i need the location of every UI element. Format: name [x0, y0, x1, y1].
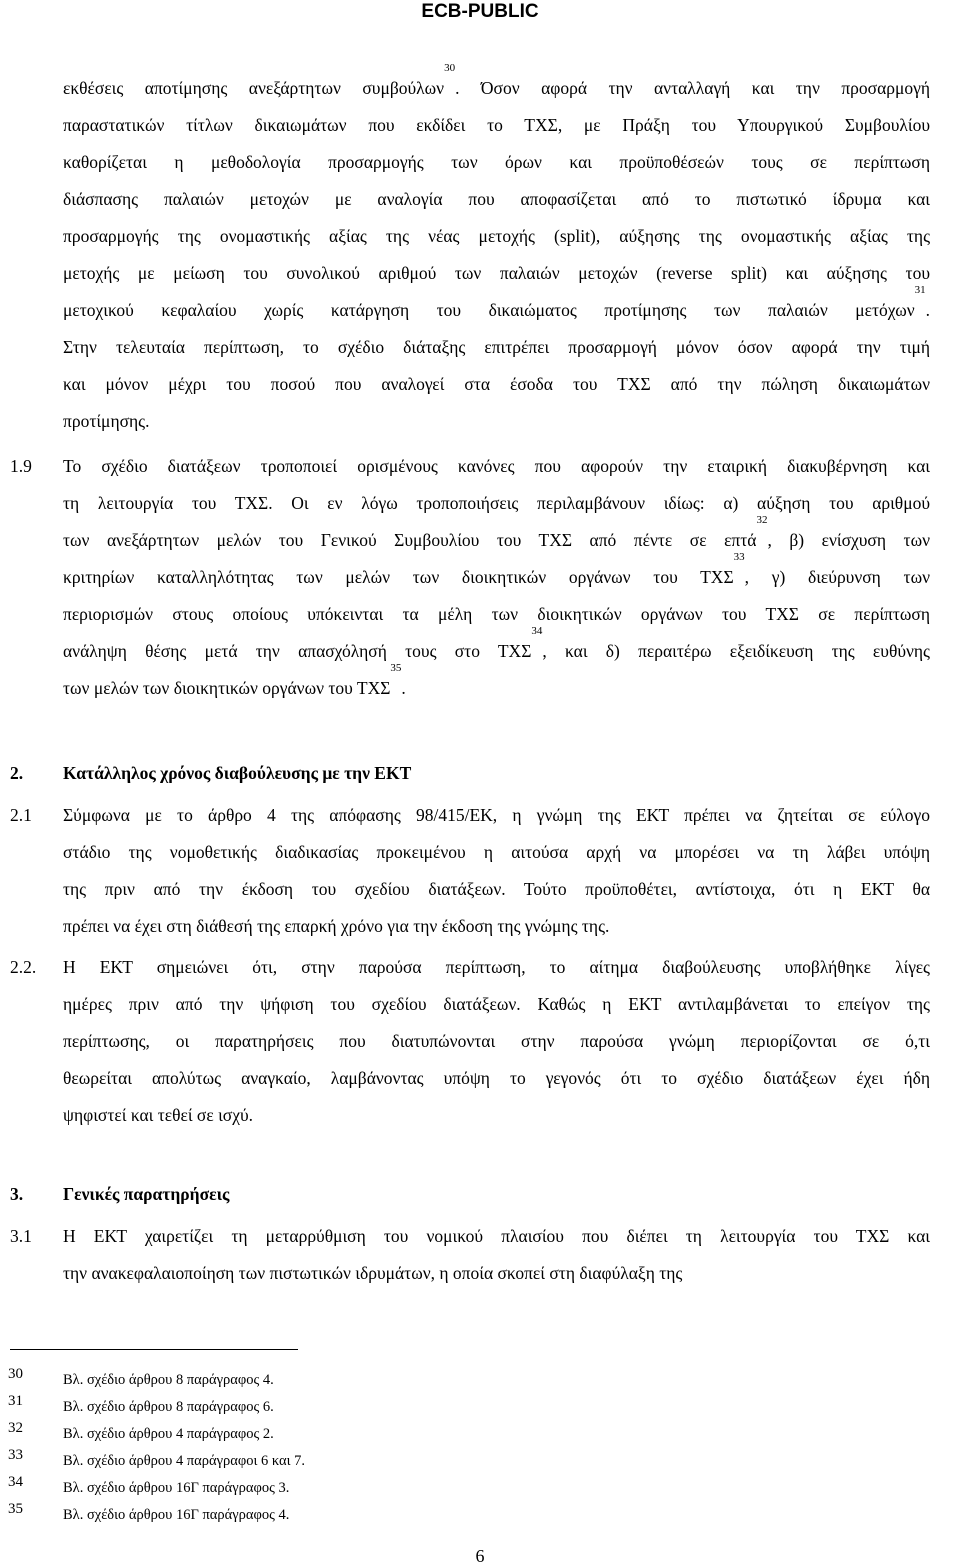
text-line: την ανακεφαλαιοποίηση των πιστωτικών ιδρυμάτων, η οποία σκοπεί στη διαφύλαξη της	[63, 1263, 683, 1283]
footnote-ref[interactable]: 30	[444, 62, 456, 74]
text-line: και μόνον μέχρι του ποσού που αναλογεί στα έσοδα του ΤΧΣ από την πώληση δικαιωμάτων	[63, 374, 930, 394]
footnote-text: Βλ. σχέδιο άρθρου 16Γ παράγραφος 4.	[63, 1507, 290, 1523]
text-line: προσαρμογής της ονομαστικής αξίας της νέας μετοχής (split), αύξησης της ονομαστικής αξίας της	[63, 226, 930, 246]
footnote-text: Βλ. σχέδιο άρθρου 4 παράγραφος 2.	[63, 1426, 274, 1442]
text-line: στάδιο της νομοθετικής διαδικασίας προκειμένου η αιτούσα αρχή να μπορέσει να τη λάβει υπόψη	[63, 842, 930, 862]
footnote-text: Βλ. σχέδιο άρθρου 4 παράγραφοι 6 και 7.	[63, 1453, 306, 1469]
footnote-text: Βλ. σχέδιο άρθρου 8 παράγραφος 6.	[63, 1399, 274, 1415]
section-3-title: Γενικές παρατηρήσεις	[63, 1184, 230, 1204]
text-line: τη λειτουργία του ΤΧΣ. Οι εν λόγω τροποποιήσεις περιλαμβάνουν ιδίως: α) αύξηση του αριθμού	[63, 493, 930, 513]
text-line: μετοχικού κεφαλαίου χωρίς κατάργηση του δικαιώματος προτίμησης των παλαιών μετόχων$^{31}$.	[63, 284, 930, 320]
text-line: των μελών των διοικητικών οργάνων του ΤΧΣ$^{35}$.	[63, 662, 406, 698]
paragraph-3-1	[63, 1218, 930, 1292]
footnote-ref[interactable]: 35	[390, 662, 402, 674]
text-line: παραστατικών τίτλων δικαιωμάτων που εκδίδει το ΤΧΣ, με Πράξη του Υπουργικού Συμβουλίου	[63, 115, 930, 135]
footnote-number: 33	[8, 1447, 23, 1463]
footnote-text: Βλ. σχέδιο άρθρου 8 παράγραφος 4.	[63, 1372, 274, 1388]
text-line: εκθέσεις αποτίμησης ανεξάρτητων συμβούλων$^{30}$. Όσον αφορά την ανταλλαγή και την προσαρμογή	[63, 62, 930, 98]
text-line: κριτηρίων καταλληλότητας των μελών των διοικητικών οργάνων του ΤΧΣ$^{33}$, γ) διεύρυνση των	[63, 551, 930, 587]
footnote-number: 34	[8, 1474, 23, 1490]
footnote-number: 30	[8, 1366, 23, 1382]
footnote-ref[interactable]: 32	[756, 514, 768, 526]
text-line: Στην τελευταία περίπτωση, το σχέδιο διάταξης επιτρέπει προσαρμογή μόνον όσον αφορά την τιμή	[63, 337, 930, 357]
text-line: περιορισμών στους οποίους υπόκεινται τα μέλη των διοικητικών οργάνων του ΤΧΣ σε περίπτωση	[63, 604, 930, 624]
text-line: μετοχής με μείωση του συνολικού αριθμού των παλαιών μετοχών (reverse split) και αύξησης του	[63, 263, 930, 283]
text-line: θεωρείται απολύτως αναγκαίο, λαμβάνοντας υπόψη το γεγονός ότι το σχέδιο διατάξεων έχει ήδη	[63, 1068, 930, 1088]
section-2-number: 2.	[10, 763, 24, 783]
paragraph-2-1	[63, 797, 930, 945]
para-number-3-1: 3.1	[10, 1226, 32, 1246]
page-number: 6	[475, 1546, 485, 1566]
footnote-ref[interactable]: 34	[531, 625, 543, 637]
footnote-number: 32	[8, 1420, 23, 1436]
text-line: προτίμησης.	[63, 411, 150, 431]
text-line: περίπτωσης, οι παρατηρήσεις που διατυπώνονται στην παρούσα γνώμη περιορίζονται σε ό,τι	[63, 1031, 930, 1051]
text-line: διάσπασης παλαιών μετοχών με αναλογία που αποφασίζεται από το πιστωτικό ίδρυμα και	[63, 189, 930, 209]
footnote-ref[interactable]: 33	[733, 551, 745, 563]
footnote-ref[interactable]: 31	[914, 284, 926, 296]
para-number-2-1: 2.1	[10, 805, 32, 825]
footnote-separator	[10, 1349, 298, 1350]
text-line: Η ΕΚΤ χαιρετίζει τη μεταρρύθμιση του νομικού πλαισίου που διέπει τη λειτουργία του ΤΧΣ και	[63, 1226, 930, 1246]
footnote-text: Βλ. σχέδιο άρθρου 16Γ παράγραφος 3.	[63, 1480, 290, 1496]
text-line: ανάληψη θέσης μετά την απασχόλησή τους στο ΤΧΣ$^{34}$, και δ) περαιτέρω εξειδίκευση της ευθύνης	[63, 625, 930, 661]
para-number-2-2: 2.2.	[10, 957, 37, 977]
continuation-paragraph	[63, 62, 930, 440]
text-line: ημέρες πριν από την ψήφιση του σχεδίου διατάξεων. Καθώς η ΕΚΤ αντιλαμβάνεται το επείγον της	[63, 994, 930, 1014]
section-2-title: Κατάλληλος χρόνος διαβούλευσης με την ΕΚΤ	[63, 763, 412, 783]
footnote-number: 31	[8, 1393, 23, 1409]
text-line: της πριν από την έκδοση του σχεδίου διατάξεων. Τούτο προϋποθέτει, αντίστοιχα, ότι η ΕΚΤ θα	[63, 879, 930, 899]
text-line: ψηφιστεί και τεθεί σε ισχύ.	[63, 1105, 254, 1125]
text-line: πρέπει να έχει στη διάθεσή της επαρκή χρόνο για την έκδοση της γνώμης της.	[63, 916, 610, 936]
paragraph-1-9	[63, 448, 930, 707]
text-line: Η ΕΚΤ σημειώνει ότι, στην παρούσα περίπτωση, το αίτημα διαβούλευσης υποβλήθηκε λίγες	[63, 957, 930, 977]
text-line: καθορίζεται η μεθοδολογία προσαρμογής των όρων και προϋποθέσεών τους σε περίπτωση	[63, 152, 930, 172]
text-line: Σύμφωνα με το άρθρο 4 της απόφασης 98/415/ΕΚ, η γνώμη της ΕΚΤ πρέπει να ζητείται σε εύλογο	[63, 805, 930, 825]
text-line: των ανεξάρτητων μελών του Γενικού Συμβουλίου του ΤΧΣ από πέντε σε επτά$^{32}$, β) ενίσχυση των	[63, 514, 930, 550]
section-3-number: 3.	[10, 1184, 24, 1204]
classification-header: ECB-PUBLIC	[421, 1, 539, 22]
para-number-1-9: 1.9	[10, 456, 32, 476]
paragraph-2-2	[63, 949, 930, 1134]
text-line: Το σχέδιο διατάξεων τροποποιεί ορισμένους κανόνες που αφορούν την εταιρική διακυβέρνηση και	[63, 456, 930, 476]
footnote-number: 35	[8, 1501, 23, 1517]
